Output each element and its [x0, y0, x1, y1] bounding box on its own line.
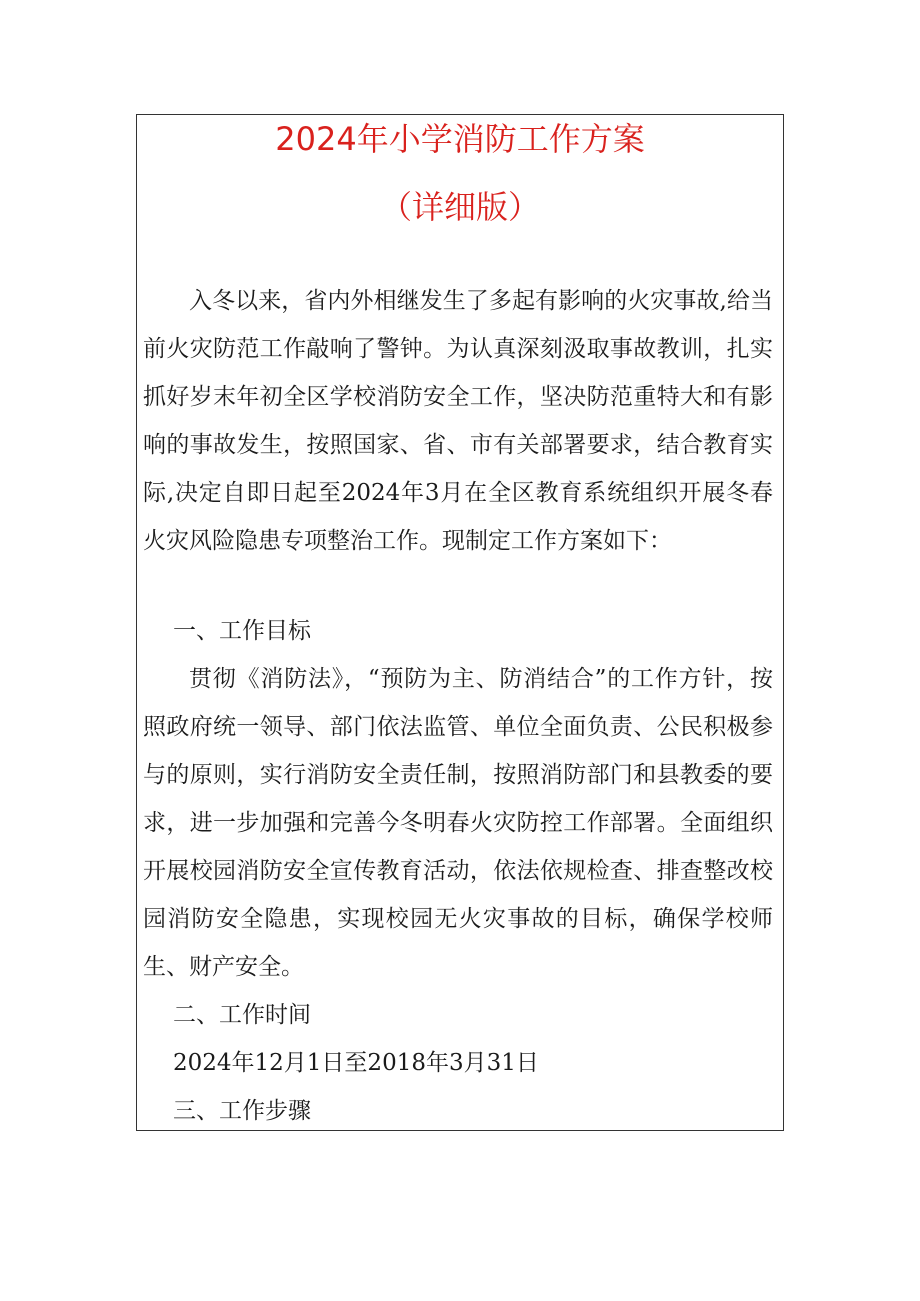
intro-paragraph: 入冬以来，省内外相继发生了多起有影响的火灾事故,给当前火灾防范工作敲响了警钟。为认真深刻汲取事故教训，扎实抓好岁末年初全区学校消防安全工作，坚决防范重特大和有影响的事故发生，按照国家、省、市有关部署要求，结合教育实际,决定自即日起至2024年3月在全区教育系统组织开展冬春火灾风险隐患专项整治工作。现制定工作方案如下： [143, 288, 773, 554]
document-title: 2024年小学消防工作方案 [275, 120, 645, 158]
section-2-paragraph: 2024年12月1日至2018年3月31日 [173, 1050, 539, 1076]
document-frame [136, 114, 784, 1131]
section-1-paragraph: 贯彻《消防法》，“预防为主、防消结合”的工作方针，按照政府统一领导、部门依法监管、单位全面负责、公民积极参与的原则，实行消防安全责任制，按照消防部门和县教委的要求，进一步加强和完善今冬明春火灾防控工作部署。全面组织开展校园消防安全宣传教育活动，依法依规检查、排查整改校园消防安全隐患，实现校园无火灾事故的目标，确保学校师生、财产安全。 [143, 666, 773, 980]
section-2-heading: 二、工作时间 [173, 1002, 311, 1028]
document-subtitle: （详细版） [379, 188, 540, 226]
section-3-heading: 三、工作步骤 [173, 1098, 311, 1124]
section-1-heading: 一、工作目标 [173, 618, 311, 644]
